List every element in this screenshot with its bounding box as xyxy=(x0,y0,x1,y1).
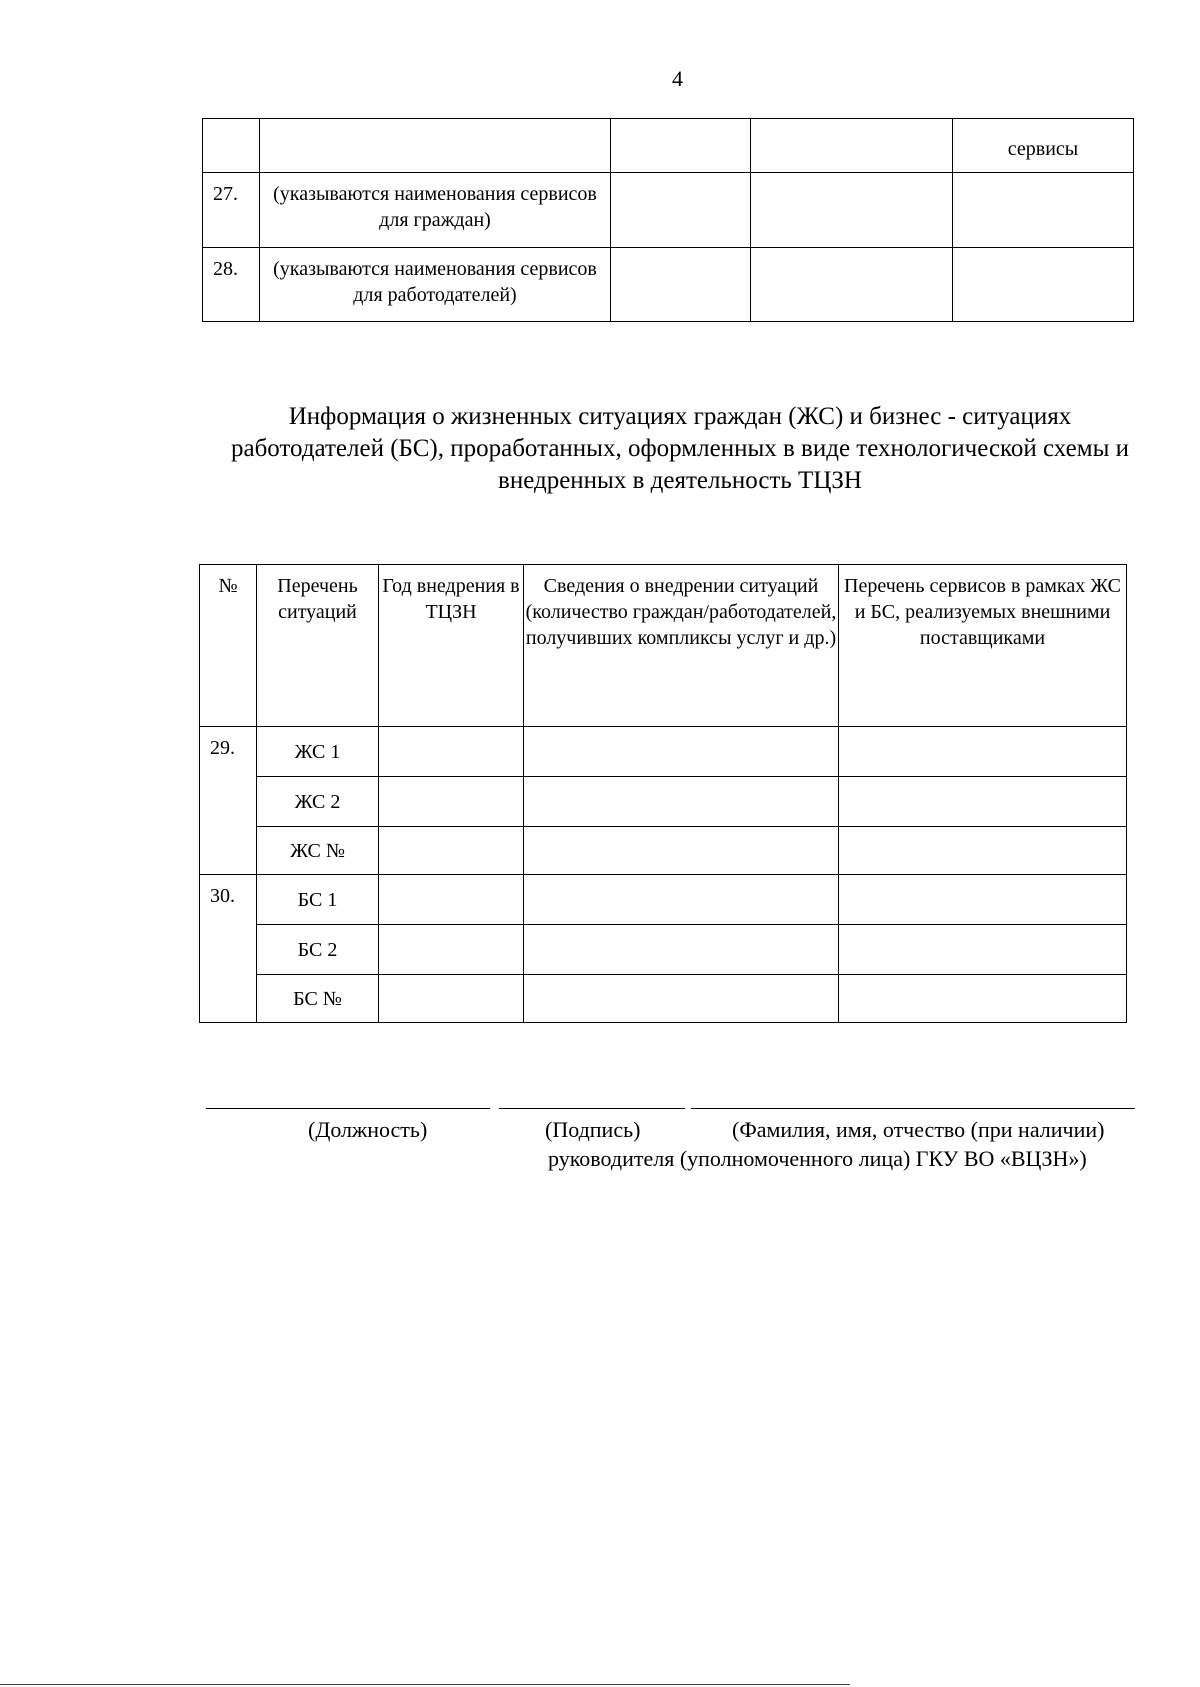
row-name: (указываются наименования сервисов для работодателей) xyxy=(260,248,611,322)
row-number: 29. xyxy=(200,727,257,875)
name-signature-line xyxy=(691,1108,1135,1109)
row-name: (указываются наименования сервисов для граждан) xyxy=(260,173,611,248)
table-cell xyxy=(379,975,524,1023)
table-cell xyxy=(524,875,839,925)
name-label: (Фамилия, имя, отчество (при наличии) xyxy=(732,1117,1105,1142)
situation-item: БС № xyxy=(257,975,379,1023)
table-cell xyxy=(524,975,839,1023)
header-year: Год внедрения в ТЦЗН xyxy=(379,565,524,727)
table-cell xyxy=(839,777,1127,827)
table-cell xyxy=(524,777,839,827)
header-external-services: Перечень сервисов в рамках ЖС и БС, реализуемых внешними поставщиками xyxy=(839,565,1127,727)
table-cell xyxy=(751,173,953,248)
header-number: № xyxy=(200,565,257,727)
section-title: Информация о жизненных ситуациях граждан (ЖС) и бизнес - ситуациях работодателей (БС), проработанных, оформленных в виде технологической схемы и внедренных в деятельность ТЦЗН xyxy=(230,403,1130,494)
table-cell xyxy=(379,925,524,975)
table-cell xyxy=(839,727,1127,777)
table-row xyxy=(200,777,1127,827)
table-cell xyxy=(379,827,524,875)
position-label: (Должность) xyxy=(308,1117,428,1142)
situations-table xyxy=(199,564,1127,1023)
table-cell xyxy=(611,248,751,322)
table-cell xyxy=(839,925,1127,975)
table-cell xyxy=(953,173,1134,248)
situation-item: ЖС 1 xyxy=(257,727,379,777)
table-cell xyxy=(611,173,751,248)
table-cell xyxy=(839,975,1127,1023)
situation-item: БС 1 xyxy=(257,875,379,925)
table-cell xyxy=(203,119,260,173)
row-number: 27. xyxy=(203,173,260,248)
header-implementation-info: Сведения о внедрении ситуаций (количество граждан/работодателей, получивших компликсы услуг и др.) xyxy=(524,565,839,727)
table-cell xyxy=(379,875,524,925)
table-cell xyxy=(524,827,839,875)
row-number: 30. xyxy=(200,875,257,1023)
situation-item: БС 2 xyxy=(257,925,379,975)
table-cell xyxy=(379,777,524,827)
row-number: 28. xyxy=(203,248,260,322)
signature-label: (Подпись) xyxy=(545,1117,641,1142)
position-signature-line xyxy=(206,1108,490,1109)
table-cell xyxy=(260,119,611,173)
table-row xyxy=(200,727,1127,777)
bottom-rule xyxy=(0,1684,850,1685)
header-situations: Перечень ситуаций xyxy=(257,565,379,727)
situation-item: ЖС № xyxy=(257,827,379,875)
table-row xyxy=(200,875,1127,925)
table-cell xyxy=(751,119,953,173)
table-row xyxy=(200,925,1127,975)
table-cell-services: сервисы xyxy=(953,119,1134,173)
table-row xyxy=(200,827,1127,875)
services-table xyxy=(202,118,1134,322)
table-cell xyxy=(953,248,1134,322)
table-cell xyxy=(524,727,839,777)
situation-item: ЖС 2 xyxy=(257,777,379,827)
table-cell xyxy=(611,119,751,173)
name-label-line2: руководителя (уполномоченного лица) ГКУ ВО «ВЦЗН») xyxy=(548,1146,1087,1171)
table-cell xyxy=(839,875,1127,925)
table-header-row xyxy=(200,565,1127,727)
table-cell xyxy=(524,925,839,975)
table-cell xyxy=(839,827,1127,875)
signature-line xyxy=(499,1108,685,1109)
table-row xyxy=(200,975,1127,1023)
table-cell xyxy=(379,727,524,777)
page-number: 4 xyxy=(672,66,683,91)
table-row xyxy=(203,248,1134,322)
table-row xyxy=(203,173,1134,248)
table-cell xyxy=(751,248,953,322)
table-row xyxy=(203,119,1134,173)
